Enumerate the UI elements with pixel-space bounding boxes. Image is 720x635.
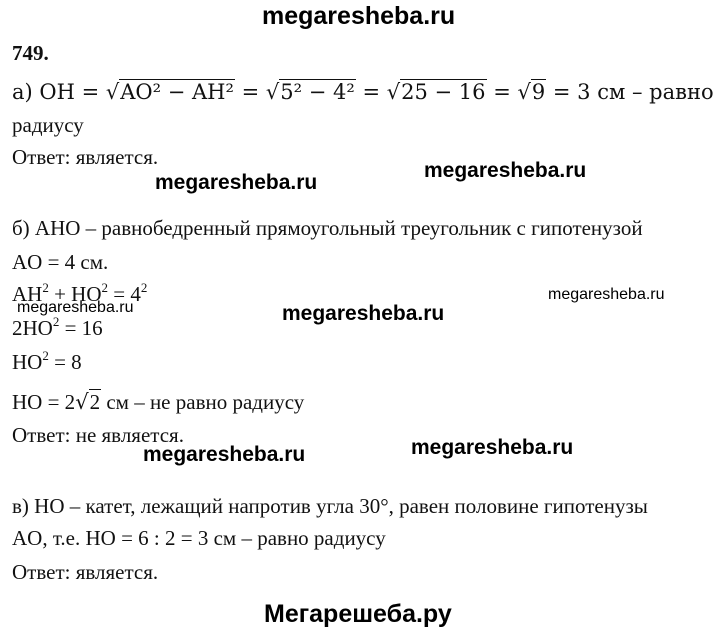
watermark: megaresheba.ru xyxy=(143,443,306,466)
sqrt-expression: √AO² − AH² xyxy=(105,80,234,104)
part-a-tail: = 3 см – равно xyxy=(546,80,714,104)
radicand: 9 xyxy=(531,80,546,104)
part-a-prefix: а) OH = xyxy=(12,80,106,104)
part-a-answer: Ответ: является. xyxy=(12,145,159,169)
exponent: 2 xyxy=(140,280,148,295)
sqrt-expression: √25 − 16 xyxy=(386,80,486,104)
watermark: megaresheba.ru xyxy=(282,302,445,325)
part-b-line1: б) AHO – равнобедренный прямоугольный треугольник с гипотенузой xyxy=(12,216,643,240)
radicand: 25 − 16 xyxy=(401,80,486,104)
sqrt-expression: √5² − 4² xyxy=(265,80,355,104)
term: HO xyxy=(12,350,43,374)
equals: = xyxy=(355,80,387,104)
equals: = xyxy=(486,80,518,104)
equals: = xyxy=(234,80,266,104)
radicand: 5² − 4² xyxy=(280,80,355,104)
part-c-line1: в) HO – катет, лежащий напротив угла 30°, равен половине гипотенузы xyxy=(12,494,648,518)
part-a-formula xyxy=(12,80,714,104)
watermark: megaresheba.ru xyxy=(155,171,318,194)
term: HO = 2 xyxy=(12,390,76,414)
term: AH xyxy=(12,282,43,306)
radicand: 2 xyxy=(89,390,101,414)
exponent: 2 xyxy=(42,280,49,295)
exponent: 2 xyxy=(52,314,60,329)
watermark: megaresheba.ru xyxy=(548,286,665,303)
part-b-equation1 xyxy=(12,282,147,307)
term: = 16 xyxy=(59,316,103,340)
term: 2HO xyxy=(12,316,53,340)
exponent: 2 xyxy=(101,280,109,295)
term: + HO xyxy=(48,282,102,306)
term: = 4 xyxy=(108,282,141,306)
part-b-line2: AO = 4 см. xyxy=(12,250,109,274)
part-b-equation3 xyxy=(12,350,82,375)
site-watermark-top: megaresheba.ru xyxy=(262,2,456,30)
problem-number: 749. xyxy=(12,41,49,65)
site-watermark-bottom: Мегарешеба.ру xyxy=(264,600,452,628)
sqrt-expression: √9 xyxy=(517,80,546,104)
term: = 8 xyxy=(48,350,82,374)
watermark: megaresheba.ru xyxy=(411,436,574,459)
part-c-answer: Ответ: является. xyxy=(12,560,159,584)
sqrt-expression: √2 xyxy=(75,390,101,414)
part-b-answer: Ответ: не является. xyxy=(12,423,184,447)
term: см – не равно радиусу xyxy=(101,390,305,414)
part-b-result xyxy=(12,390,304,415)
exponent: 2 xyxy=(42,348,49,363)
part-b-equation2 xyxy=(12,316,103,341)
radicand: AO² − AH² xyxy=(120,80,234,104)
part-c-line2: AO, т.е. HO = 6 : 2 = 3 см – равно радиусу xyxy=(12,526,386,550)
watermark: megaresheba.ru xyxy=(17,299,134,316)
watermark: megaresheba.ru xyxy=(424,159,587,182)
part-a-tail2: радиусу xyxy=(12,113,84,137)
